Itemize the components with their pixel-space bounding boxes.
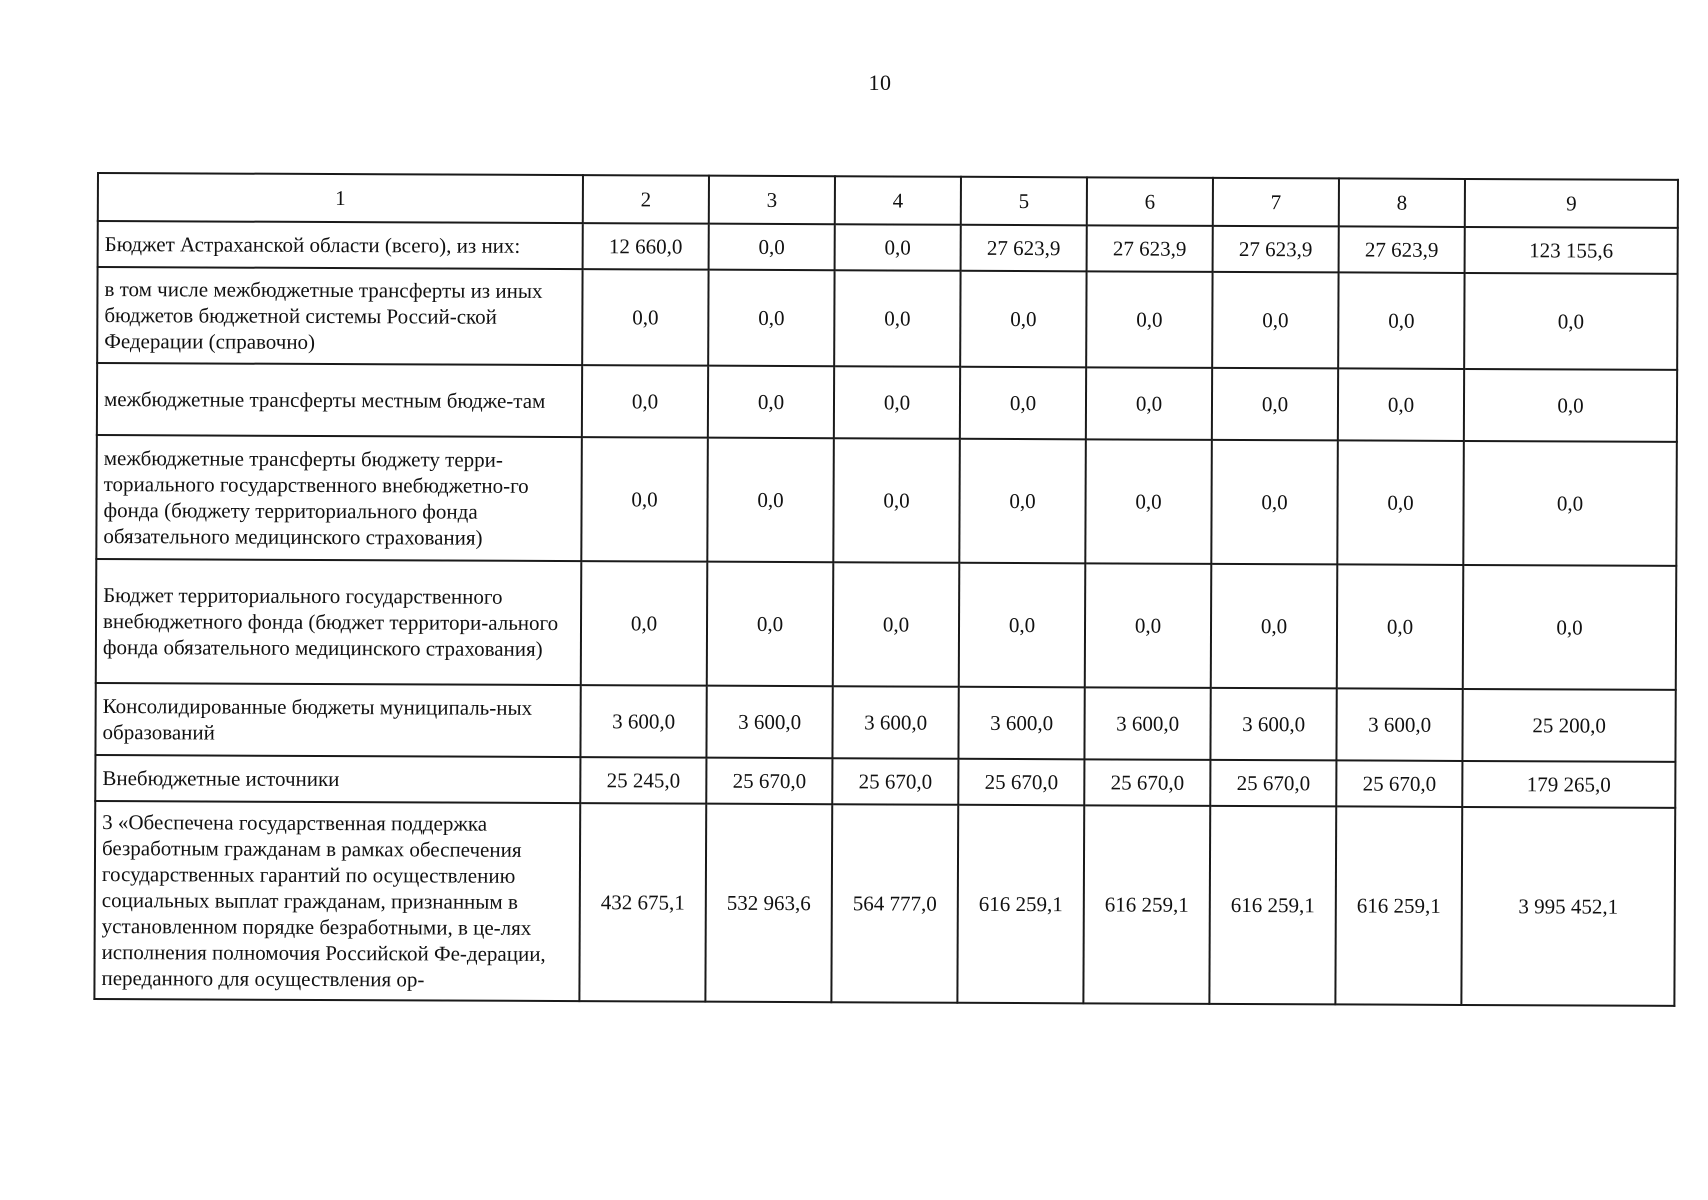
row-label: межбюджетные трансферты бюджету терри-ториального государственного внебюджетно-го фонда (бюджету территориального фонда обязательного медицинского страхования) (96, 435, 582, 561)
table-cell: 532 963,6 (705, 804, 832, 1003)
table-cell: 0,0 (1337, 564, 1464, 689)
table-cell: 0,0 (709, 224, 835, 271)
table-cell: 25 245,0 (580, 757, 706, 804)
table-cell: 0,0 (959, 563, 1086, 688)
table-cell: 0,0 (1086, 367, 1212, 440)
table-cell: 3 600,0 (958, 687, 1084, 760)
table-cell: 0,0 (834, 270, 960, 367)
row-label: в том числе межбюджетные трансферты из иных бюджетов бюджетной системы Россий-ской Федерации (справочно) (97, 267, 582, 365)
table-cell: 564 777,0 (831, 804, 958, 1003)
table-cell: 3 600,0 (580, 685, 706, 758)
table-cell: 0,0 (959, 439, 1086, 564)
column-header: 6 (1087, 177, 1213, 226)
row-label: межбюджетные трансферты местным бюдже-там (97, 363, 582, 437)
table-cell: 0,0 (960, 367, 1086, 440)
table-cell: 0,0 (1464, 273, 1677, 370)
table-cell: 0,0 (1212, 368, 1338, 441)
table-row (98, 221, 1678, 274)
table-cell: 0,0 (1338, 368, 1464, 441)
table-row (96, 435, 1677, 566)
column-header: 8 (1339, 178, 1465, 227)
table-cell: 0,0 (835, 224, 961, 271)
column-header: 4 (835, 176, 961, 225)
table-cell: 0,0 (582, 365, 708, 438)
table-cell: 0,0 (1212, 272, 1338, 369)
row-label: Бюджет Астраханской области (всего), из них: (98, 221, 583, 269)
table-cell: 27 623,9 (1339, 226, 1465, 273)
table-row (95, 755, 1675, 808)
table-cell: 3 600,0 (1084, 687, 1210, 760)
table-cell: 0,0 (833, 562, 960, 687)
column-header: 2 (583, 175, 709, 224)
column-header: 9 (1465, 179, 1678, 228)
table-cell: 0,0 (1085, 439, 1212, 564)
table-cell: 616 259,1 (1083, 805, 1210, 1004)
table-cell: 3 600,0 (832, 686, 958, 759)
table-row (94, 801, 1675, 1006)
table-row (97, 267, 1677, 370)
table-cell: 0,0 (1085, 563, 1212, 688)
table-header-row (98, 173, 1678, 228)
table-cell: 25 670,0 (1210, 760, 1336, 807)
table-cell: 25 670,0 (958, 759, 1084, 806)
column-header: 3 (709, 176, 835, 225)
table-cell: 0,0 (1338, 272, 1464, 369)
table-cell: 25 670,0 (706, 758, 832, 805)
column-header: 7 (1213, 178, 1339, 227)
table-cell: 616 259,1 (1209, 806, 1336, 1005)
page-number: 10 (868, 70, 892, 95)
table-cell: 12 660,0 (583, 223, 709, 270)
table-cell: 0,0 (1086, 271, 1212, 368)
table-cell: 0,0 (1464, 369, 1677, 442)
budget-table (93, 172, 1679, 1007)
table-cell: 27 623,9 (1087, 225, 1213, 272)
table-cell: 616 259,1 (957, 805, 1084, 1004)
table-cell: 0,0 (1463, 441, 1677, 566)
column-header: 1 (98, 173, 583, 223)
table-row (95, 683, 1675, 762)
table-cell: 3 600,0 (1210, 688, 1336, 761)
table-cell: 0,0 (707, 438, 834, 563)
table-cell: 616 259,1 (1335, 806, 1462, 1005)
table-row (97, 363, 1677, 442)
table-cell: 0,0 (1211, 440, 1338, 565)
row-label: Внебюджетные источники (95, 755, 580, 803)
table-cell: 3 600,0 (706, 686, 832, 759)
table-cell: 432 675,1 (579, 803, 706, 1002)
table-cell: 0,0 (582, 269, 708, 366)
table-cell: 25 670,0 (1084, 759, 1210, 806)
table-cell: 0,0 (708, 366, 834, 439)
table-cell: 179 265,0 (1462, 761, 1675, 808)
table-cell: 0,0 (581, 561, 708, 686)
table-cell: 0,0 (960, 271, 1086, 368)
table-cell: 25 670,0 (1336, 760, 1462, 807)
table-cell: 0,0 (1337, 440, 1464, 565)
table-cell: 0,0 (834, 366, 960, 439)
table-cell: 3 600,0 (1336, 688, 1462, 761)
column-header: 5 (961, 177, 1087, 226)
row-label: Бюджет территориального государственного внебюджетного фонда (бюджет территори-ального фонда обязательного медицинского страхования) (96, 559, 582, 685)
table-cell: 25 200,0 (1462, 689, 1675, 762)
row-label: 3 «Обеспечена государственная поддержка безработным гражданам в рамках обеспечения государственных гарантий по осуществлению социальных выплат гражданам, признанным в установленном порядке безработными, в це-лях исполнения полномочия Российской Фе-дерации, переданного для осуществления ор- (94, 801, 580, 1001)
table-cell: 27 623,9 (961, 225, 1087, 272)
table-cell: 0,0 (708, 270, 834, 367)
table-cell: 3 995 452,1 (1461, 807, 1675, 1006)
table-cell: 0,0 (707, 562, 834, 687)
table-cell: 123 155,6 (1465, 227, 1678, 274)
table-cell: 0,0 (1463, 565, 1677, 690)
table-cell: 0,0 (581, 437, 708, 562)
table-cell: 27 623,9 (1213, 226, 1339, 273)
table-row (96, 559, 1677, 690)
table-cell: 0,0 (833, 438, 960, 563)
table-cell: 25 670,0 (832, 758, 958, 805)
row-label: Консолидированные бюджеты муниципаль-ных образований (95, 683, 580, 757)
budget-table-container (93, 172, 1677, 1007)
table-cell: 0,0 (1211, 564, 1338, 689)
